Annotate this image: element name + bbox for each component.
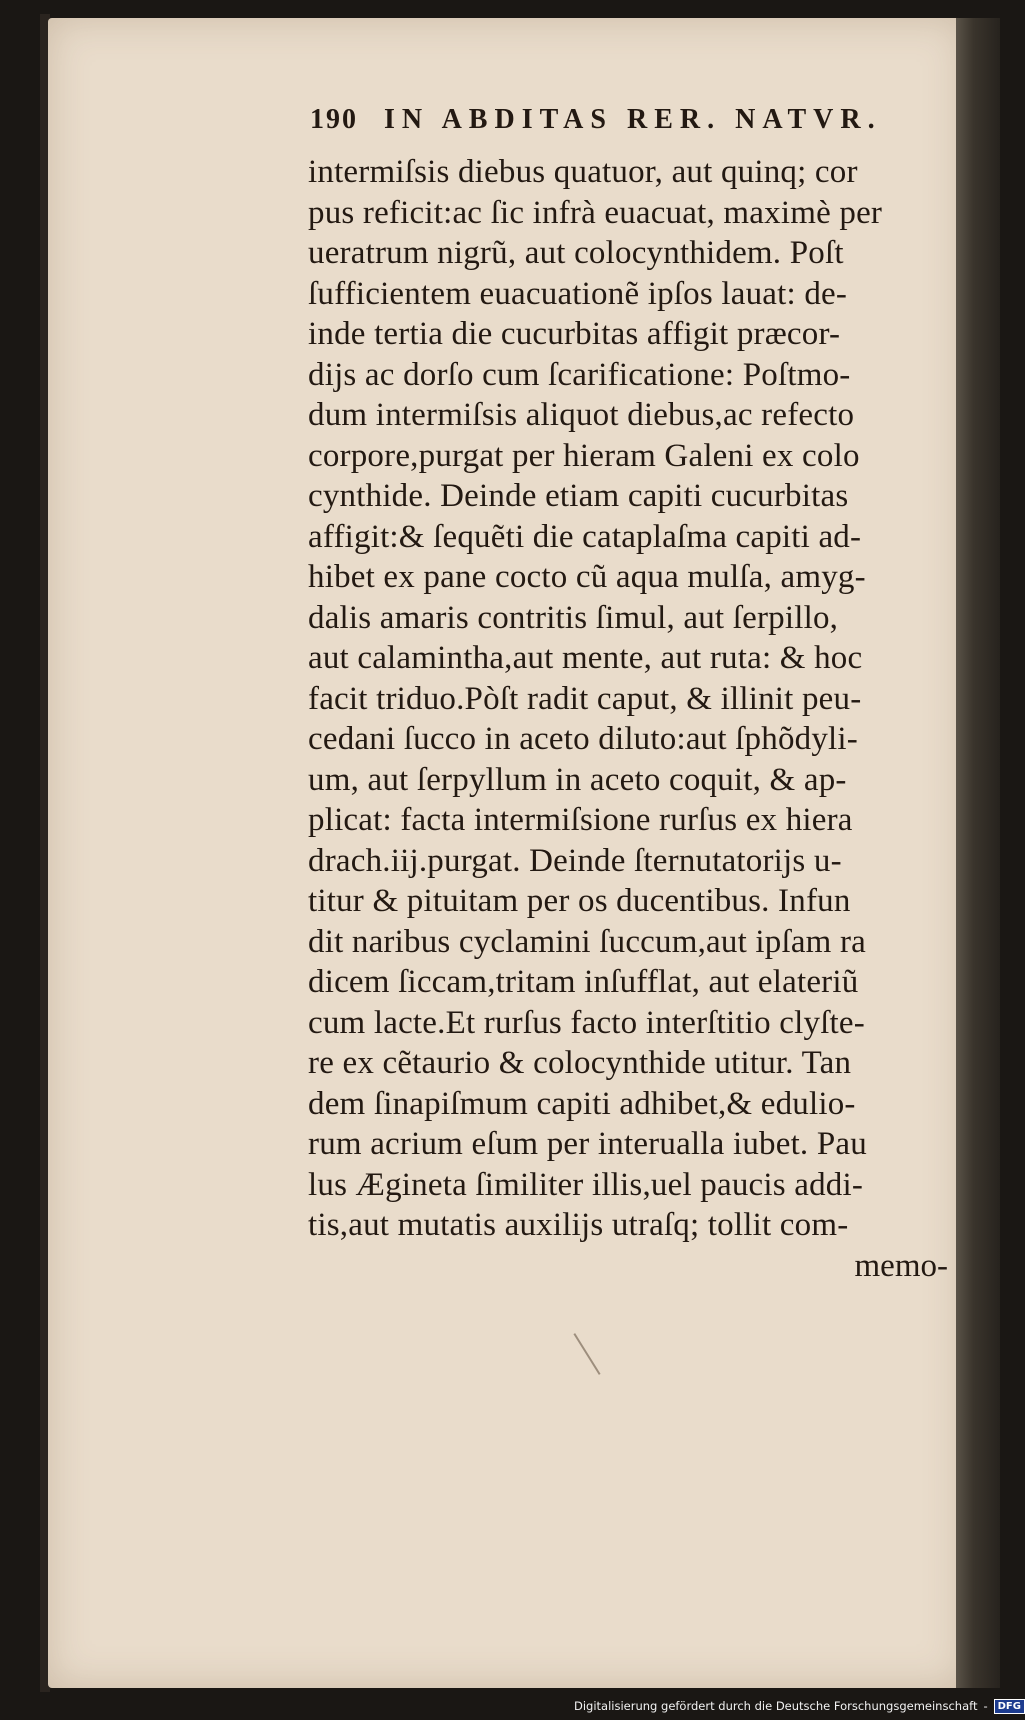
text-line: dicem ſiccam,tritam inſufflat, aut elateriũ (308, 964, 859, 1000)
catchword: memo- (854, 1247, 948, 1284)
text-line: plicat: facta intermiſsione rurſus ex hiera (308, 802, 853, 838)
text-line: dem ſinapiſmum capiti adhibet,& edulio- (308, 1085, 856, 1122)
text-line: aut calamintha,aut mente, aut ruta: & hoc (308, 640, 863, 676)
text-line: dum intermiſsis aliquot diebus,ac refecto (308, 397, 855, 433)
text-line: cedani ſucco in aceto diluto:aut ſphõdyli- (308, 721, 858, 757)
text-line: titur & pituitam per os ducentibus. Infun (308, 883, 851, 919)
text-line: pus reficit:ac ſic infrà euacuat, maximè per (308, 194, 883, 231)
text-line: inde tertia die cucurbitas affigit præcor- (308, 316, 841, 352)
text-line: ueratrum nigrũ, aut colocynthidem. Poſt (308, 235, 844, 271)
text-line: rum acrium eſum per interualla iubet. Pau (308, 1126, 867, 1162)
body-text (308, 152, 950, 1246)
running-head-title: IN ABDITAS RER. NATVR. (384, 104, 882, 135)
text-line: re ex cẽtaurio & colocynthide utitur. Tan (308, 1045, 852, 1081)
text-line: cum lacte.Et rurſus facto interſtitio clyſte- (308, 1004, 865, 1041)
text-line: tis,aut mutatis auxilijs utraſq; tollit com- (308, 1207, 849, 1243)
text-line: dalis amaris contritis ſimul, aut ſerpillo, (308, 599, 839, 636)
text-line: cynthide. Deinde etiam capiti cucurbitas (308, 478, 849, 514)
text-line: intermiſsis diebus quatuor, aut quinq; cor (308, 154, 858, 190)
book-spine-edge (956, 18, 1000, 1688)
text-line: hibet ex pane cocto cũ aqua mulſa, amyg- (308, 559, 866, 595)
text-line: um, aut ſerpyllum in aceto coquit, & ap- (308, 761, 847, 798)
digitization-credit: Digitalisierung gefördert durch die Deutsche Forschungsgemeinschaft - DFG (574, 1697, 1025, 1715)
text-line: dit naribus cyclamini ſuccum,aut ipſam ra (308, 923, 867, 960)
text-line: drach.iij.purgat. Deinde ſternutatorijs u- (308, 842, 842, 879)
dfg-logo: DFG (994, 1699, 1025, 1714)
page-number: 190 (310, 104, 358, 135)
text-line: lus Ægineta ſimiliter illis,uel paucis addi- (308, 1166, 864, 1203)
text-line: corpore,purgat per hieram Galeni ex colo (308, 437, 860, 474)
text-line: ſufficientem euacuationẽ ipſos lauat: de- (308, 275, 848, 312)
page-text-area (100, 104, 950, 1286)
text-line: dijs ac dorſo cum ſcarificatione: Poſtmo- (308, 356, 851, 393)
running-head (310, 104, 950, 152)
text-line: facit triduo.Pòſt radit caput, & illinit peu- (308, 680, 862, 717)
credit-text: Digitalisierung gefördert durch die Deutsche Forschungsgemeinschaft (574, 1699, 978, 1713)
text-line: affigit:& ſequẽti die cataplaſma capiti ad- (308, 518, 862, 555)
